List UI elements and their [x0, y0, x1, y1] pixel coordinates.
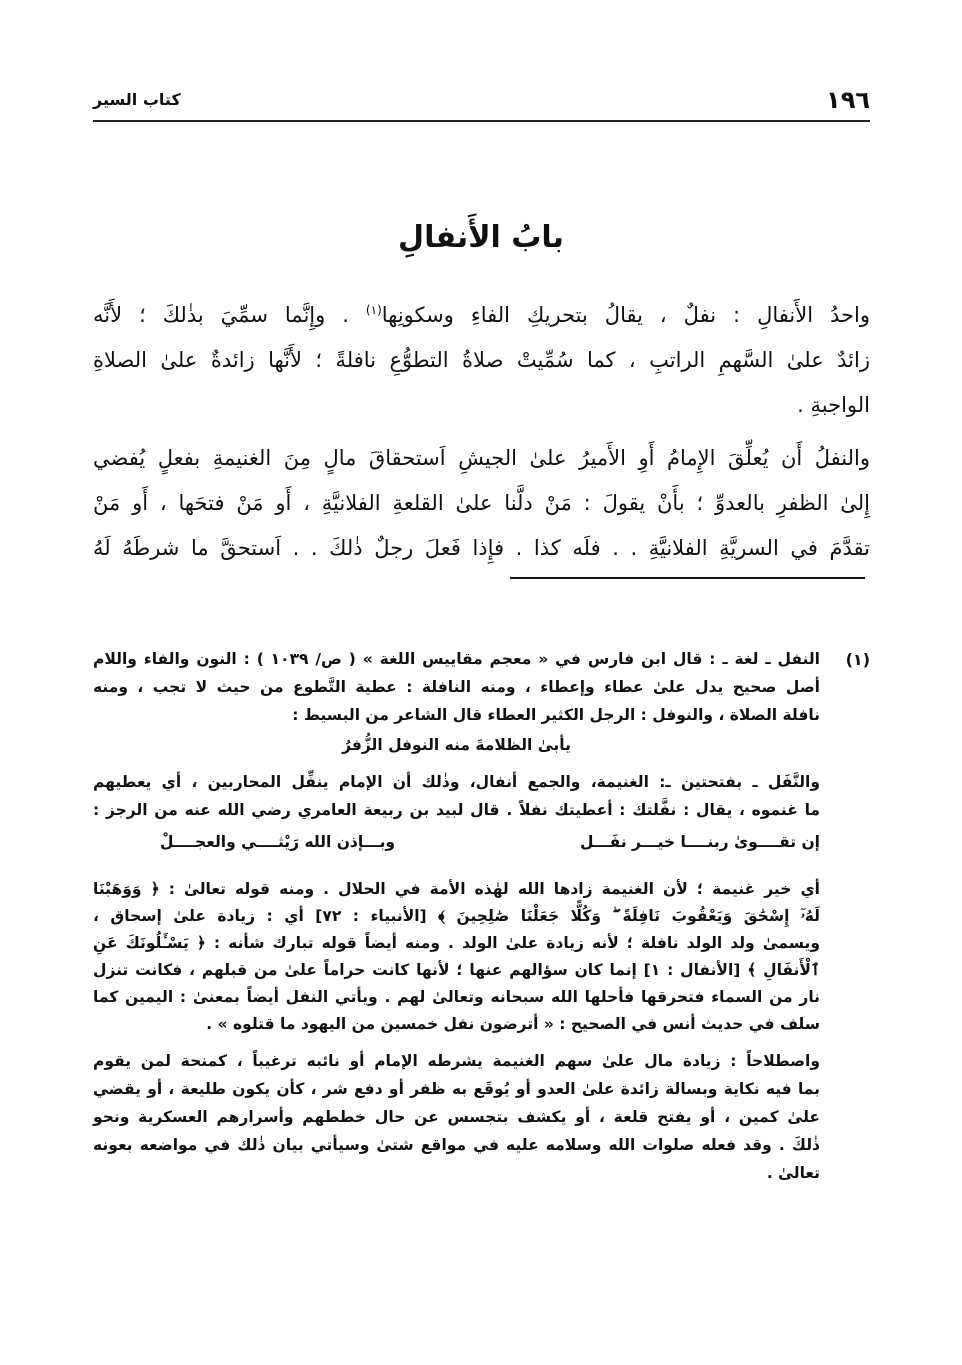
footnote-ref[interactable]: (١): [365, 303, 382, 317]
footnote-line: واصطلاحاً : زيادة مال علىٰ سهم الغنيمة يشرطه الإمام أو نائبه ترغيباً ، كمنحة لمن يقوم: [93, 1052, 820, 1070]
verse-hemistich-2: وبـــإذن الله رَيْثــــي والعجــــلْ: [160, 833, 396, 851]
verse-hemistich-1: إن تقــــوىٰ ربنــــا خيـــر نفَـــل: [579, 833, 820, 851]
footnote-separator: [510, 577, 865, 579]
footnote-line: والنَّفَل ـ بفتحتين ـ: الغنيمة، والجمع أنفال، وذٰلك أن الإمام ينفِّل المحاربين ، أي يعطيهم: [93, 773, 820, 791]
footnote-line: ما غنموه ، يقال : نفَّلتك : أعطيتك نفلاً . قال لبيد بن ربيعة العامري رضي الله عنه من الرجز :: [93, 801, 820, 819]
footnote-line: بما فيه نكاية وبسالة زائدة علىٰ العدو أو يُوقَع به ظفر أو دفع شر ، كأن يكون طليعة ، أو يقضي: [93, 1080, 820, 1098]
footnote-line: ذٰلكَ . وقد فعله صلوات الله وسلامه عليه في مواقع شتىٰ وسيأتي بيان ذٰلك في مواضعه بعونه: [93, 1136, 820, 1154]
footnote-line: تعالىٰ .: [766, 1164, 820, 1182]
footnote-line: علىٰ كمين ، أو يفتح قلعة ، أو يكشف بتجسس عن حال خططهم وأسرارهم العسكرية ونحو: [93, 1108, 820, 1126]
body-line: الواجبةِ .: [797, 393, 870, 417]
footnote-line: سلف في حديث أنس في الصحيح : « أترضون نفل خمسين من اليهود ما قتلوه » .: [206, 1015, 820, 1033]
footnote-line: نافلة الصلاة ، والنوفل : الرجل الكثير العطاء قال الشاعر من البسيط :: [292, 706, 820, 724]
chapter-title: بابُ الأَنفالِ: [398, 220, 564, 255]
running-title: كتاب السير: [93, 90, 181, 109]
footnote-verse: يأبىٰ الظلامةَ منه النوفل الزُّفرُ: [342, 736, 571, 754]
footnote-marker: (١): [845, 650, 870, 669]
body-line: إِلىٰ الظفرِ بالعدوِّ ؛ بأَنْ يقولَ : مَنْ دلَّنا علىٰ القلعةِ الفلانيَّةِ ، أَو مَنْ فتحَها ، أَو مَنْ: [93, 491, 870, 515]
footnote-line: النفل ـ لغة ـ : قال ابن فارس في « معجم مقاييس اللغة » ( ص/ ١٠٣٩ ) : النون والفاء واللام: [93, 650, 820, 668]
body-line: زائدٌ علىٰ السَّهمِ الراتبِ ، كما سُمِّيتْ صلاةُ التطوُّعِ نافلةً ؛ لأَنَّها زائدةٌ علىٰ الصلاةِ: [93, 348, 870, 372]
footnote-line: نار من السماء فتحرقها فأحلها الله سبحانه وتعالىٰ لهم . ويأتي النفل أيضاً بمعنىٰ : اليمين كما: [93, 988, 820, 1006]
body-line: [93, 303, 870, 327]
footnote-line: لَهُۥٓ إِسْحَٰقَ وَيَعْقُوبَ نَافِلَةً ۖ وَكُلًّا جَعَلْنَا صَٰلِحِينَ ﴾ [الأنبياء : ٧٢] أي : زيادة علىٰ إسحاق ،: [93, 907, 820, 925]
body-text: واحدُ الأَنفالِ : نفلٌ ، يقالُ بتحريكِ الفاءِ وسكونِها: [381, 303, 870, 327]
footnote-line: أي خير غنيمة ؛ لأن الغنيمة زادها الله لهٰذه الأمة في الحلال . ومنه قوله تعالىٰ : ﴿ وَوَهَبْنَا: [93, 880, 820, 898]
header-rule: [93, 120, 870, 122]
footnote-line: أصل صحيح يدل علىٰ عطاء وإعطاء ، ومنه النافلة : عطية التَّطوع من حيث لا تجب ، ومنه: [93, 678, 820, 696]
footnote-line: ٱلْأَنفَالِ ﴾ [الأنفال : ١] إنما كان سؤالهم عنها ؛ لأنها كانت حراماً علىٰ من قبلهم ، فكانت تنزل: [93, 961, 820, 979]
body-text: . وإِنَّما سمِّيَ بذٰلكَ ؛ لأَنَّه: [93, 303, 366, 327]
body-line: والنفلُ أَن يُعلِّقَ الإِمامُ أَوِ الأَميرُ علىٰ الجيشِ اَستحقاقَ مالٍ مِنَ الغنيمةِ بفعلٍ يُفضي: [93, 446, 870, 470]
body-line: تقدَّمَ في السريَّةِ الفلانيَّةِ . . فلَه كذا . فإِذا فَعلَ رجلٌ ذٰلكَ . . اَستحقَّ ما شرطَهُ لَهُ: [93, 536, 870, 560]
footnote-line: ويسمىٰ ولد الولد نافلة ؛ لأنه زيادة علىٰ الولد . ومنه أيضاً قوله تبارك شأنه : ﴿ يَسْـَٔلُونَكَ عَنِ: [93, 934, 820, 952]
page-number: ١٩٦: [826, 86, 870, 114]
